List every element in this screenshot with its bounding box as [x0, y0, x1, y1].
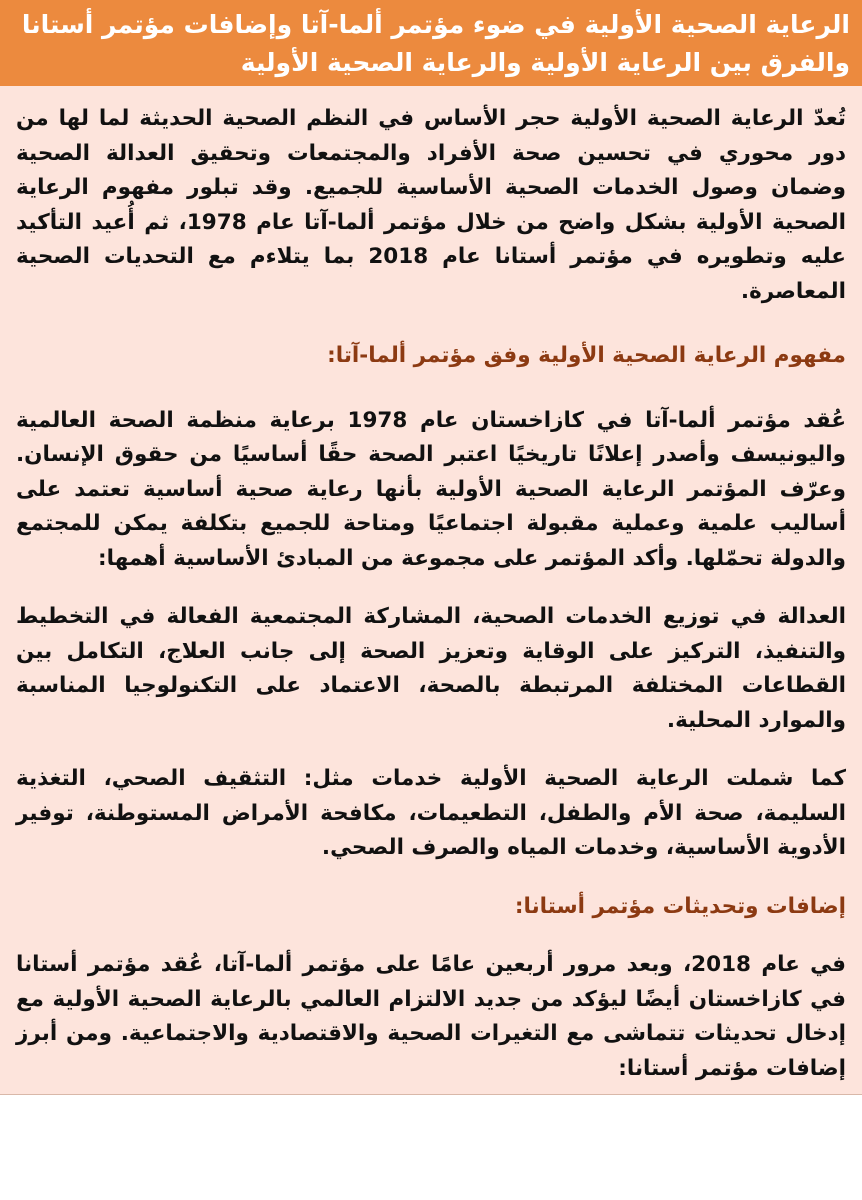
intro-paragraph: تُعدّ الرعاية الصحية الأولية حجر الأساس في النظم الصحية الحديثة لما لها من دور محوري في تحسين صحة الأفراد والمجتمعات وتحقيق العدالة الصحية وضمان وصول الخدمات الصحية الأساسية للجميع. وقد تبلور مفهوم الرعاية الصحية الأولية بشكل واضح من خلال مؤتمر ألما-آتا عام 1978، ثم أُعيد التأكيد عليه وتطويره في مؤتمر أستانا عام 2018 بما يتلاءم مع التحديات الصحية المعاصرة. — [16, 106, 846, 304]
spacer — [16, 924, 846, 948]
document-title: الرعاية الصحية الأولية في ضوء مؤتمر ألما-آتا وإضافات مؤتمر أستانا والفرق بين الرعاية الأولية والرعاية الصحية الأولية — [21, 10, 850, 77]
alma-ata-paragraph: عُقد مؤتمر ألما-آتا في كازاخستان عام 1978 برعاية منظمة الصحة العالمية واليونيسف وأصدر إعلانًا تاريخيًا اعتبر الصحة حقًا أساسيًا من حقوق الإنسان. وعرّف المؤتمر الرعاية الصحية الأولية بأنها رعاية صحية أساسية تعتمد على أساليب علمية وعملية مقبولة اجتماعيًا ومتاحة للجميع بتكلفة يمكن للمجتمع والدولة تحمّلها. وأكد المؤتمر على مجموعة من المبادئ الأساسية أهمها: — [16, 407, 847, 571]
section-heading-alma-ata: مفهوم الرعاية الصحية الأولية وفق مؤتمر ألما-آتا: — [327, 343, 846, 368]
title-banner — [0, 0, 862, 86]
spacer — [16, 576, 846, 600]
spacer — [16, 309, 846, 339]
section-heading-astana: إضافات وتحديثات مؤتمر أستانا: — [514, 893, 846, 919]
principles-paragraph: العدالة في توزيع الخدمات الصحية، المشاركة المجتمعية الفعالة في التخطيط والتنفيذ، التركيز على الوقاية وتعزيز الصحة إلى جانب العلاج، التكامل بين القطاعات المختلفة المرتبطة بالصحة، الاعتماد على التكنولوجيا المناسبة والموارد المحلية. — [16, 604, 846, 733]
services-paragraph: كما شملت الرعاية الصحية الأولية خدمات مثل: التثقيف الصحي، التغذية السليمة، صحة الأم والطفل، التطعيمات، مكافحة الأمراض المستوطنة، توفير الأدوية الأساسية، وخدمات المياه والصرف الصحي. — [16, 766, 846, 860]
spacer — [16, 738, 846, 762]
content-panel — [0, 86, 862, 1095]
spacer — [16, 866, 846, 890]
astana-paragraph: في عام 2018، وبعد مرور أربعين عامًا على مؤتمر ألما-آتا، عُقد مؤتمر أستانا في كازاخستان أيضًا ليؤكد من جديد الالتزام العالمي بالرعاية الصحية الأولية مع إدخال تحديثات تتماشى مع التغيرات الصحية والاقتصادية والاجتماعية. ومن أبرز إضافات مؤتمر أستانا: — [16, 952, 846, 1081]
spacer — [16, 374, 846, 404]
